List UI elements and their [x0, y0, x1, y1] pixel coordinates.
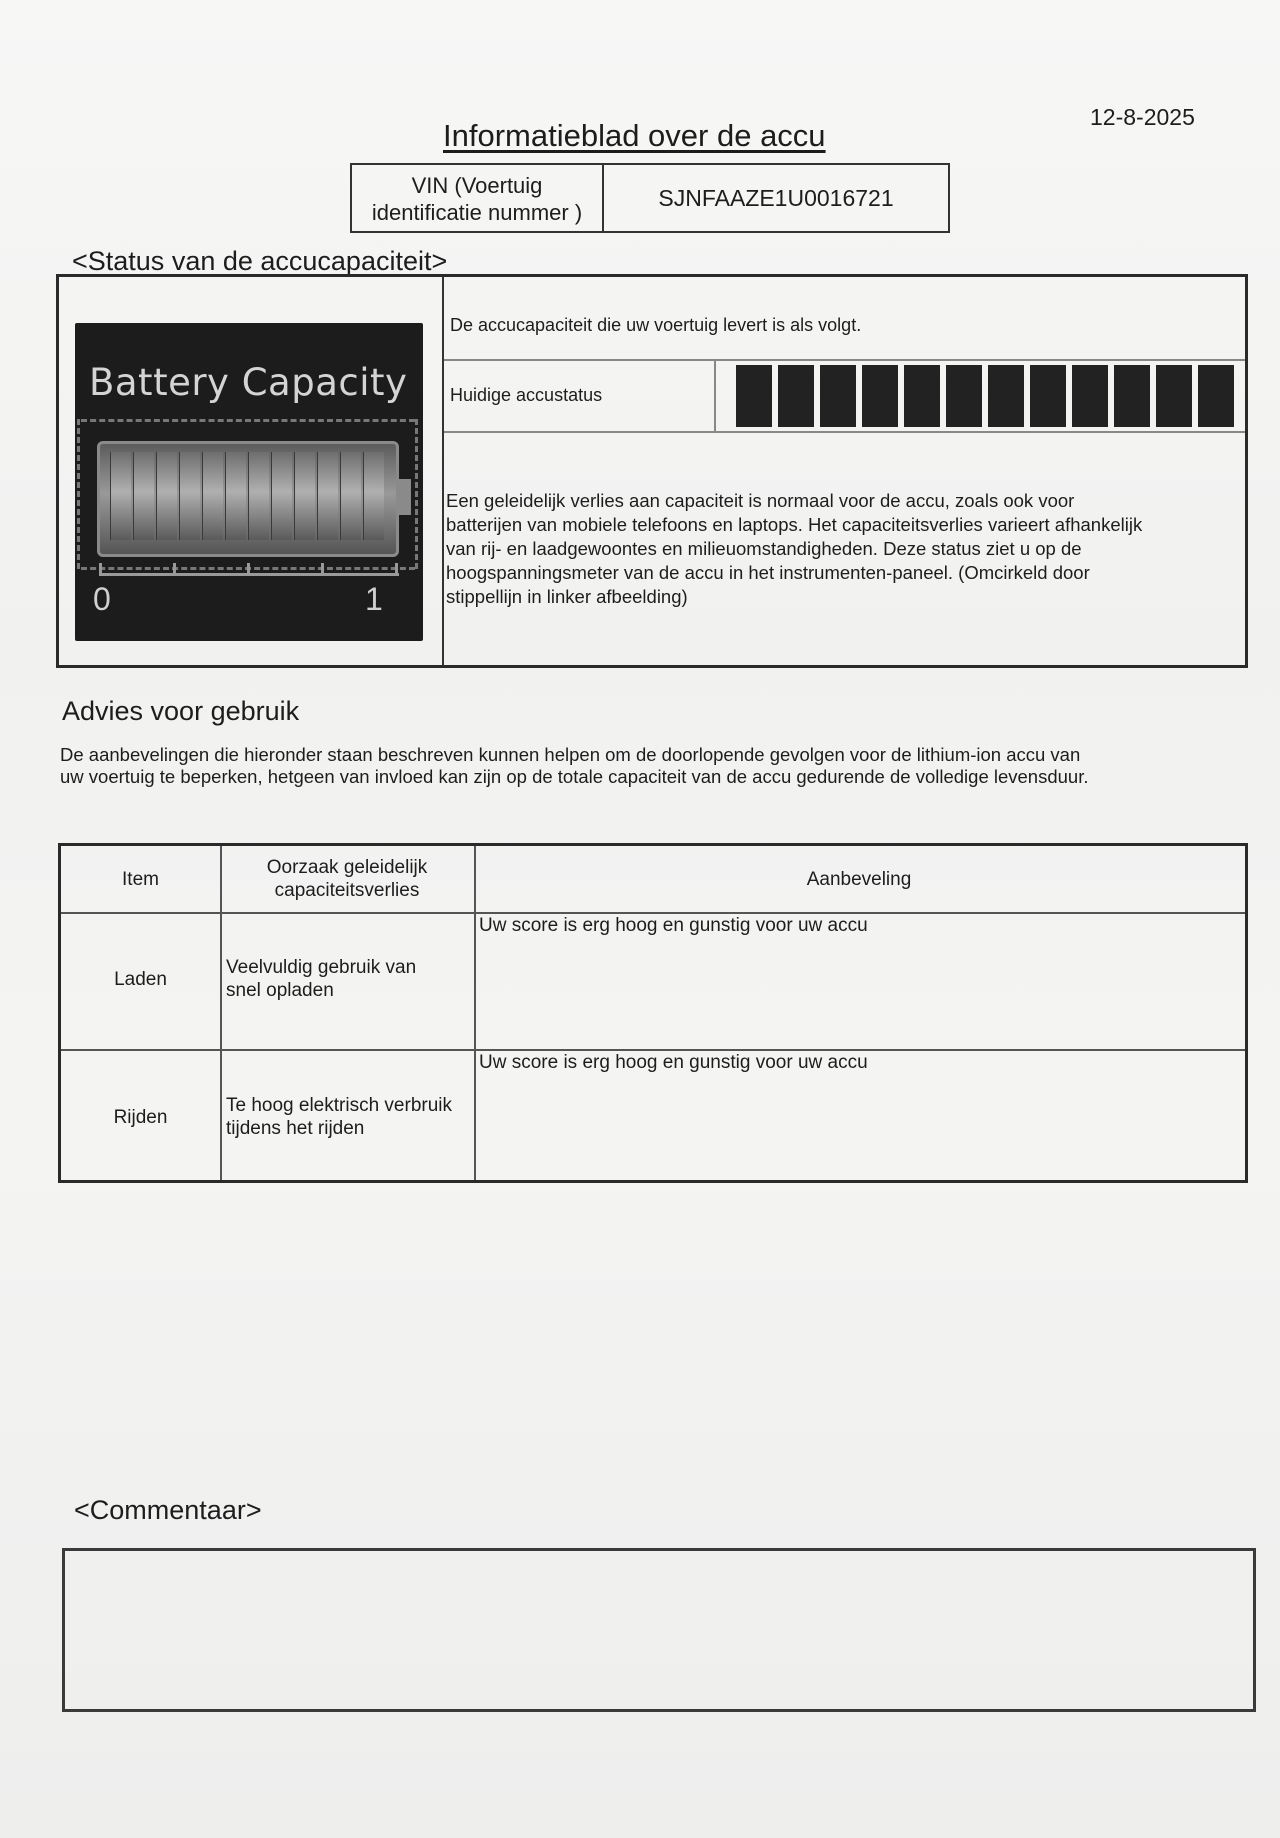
status-description-line: stippellijn in linker afbeelding) — [446, 586, 688, 607]
battery-capacity-title: Battery Capacity — [89, 361, 408, 404]
advice-text-line: De aanbevelingen die hieronder staan beschreven kunnen helpen om de doorlopende gevolgen voor de lithium-ion accu van — [60, 744, 1081, 765]
status-info-panel — [442, 277, 1245, 665]
table-row-cause-line: snel opladen — [226, 980, 334, 1001]
battery-cell-segment — [248, 452, 269, 540]
current-status-label: Huidige accustatus — [450, 385, 603, 405]
vin-label — [352, 165, 604, 231]
battery-cell-segment — [110, 452, 131, 540]
status-description-line: van rij- en laadgewoontes en milieuomstandigheden. Deze status ziet u op de — [446, 538, 1082, 559]
advice-text-line: uw voertuig te beperken, hetgeen van invloed kan zijn op de totale capaciteit van de accu gedurende de volledige levensduur. — [60, 766, 1089, 787]
current-status-row — [444, 361, 1245, 433]
battery-cell-segment — [271, 452, 292, 540]
status-bar-segment — [1114, 365, 1150, 427]
table-header-cause-line: Oorzaak geleidelijk — [266, 857, 428, 878]
battery-cell-segment — [294, 452, 315, 540]
status-bar-segment — [820, 365, 856, 427]
status-intro: De accucapaciteit die uw voertuig levert is als volgt. — [444, 277, 1245, 361]
status-bar-segment — [946, 365, 982, 427]
comment-box — [62, 1548, 1256, 1712]
vin-label-line2: identificatie nummer ) — [371, 200, 583, 225]
current-status-divider — [714, 361, 716, 431]
gauge-scale-tick — [247, 563, 250, 575]
document-title: Informatieblad over de accu — [443, 118, 826, 153]
current-status-bars — [736, 365, 1234, 425]
gauge-dashed-left — [77, 419, 80, 569]
table-row-cause — [226, 1094, 452, 1140]
status-bar-segment — [1030, 365, 1066, 427]
status-bar-segment — [1198, 365, 1234, 427]
status-section — [56, 274, 1248, 668]
status-description-line: hoogspanningsmeter van de accu in het instrumenten-paneel. (Omcirkeld door — [446, 562, 1090, 583]
gauge-dashed-right — [415, 419, 418, 569]
status-bar-segment — [778, 365, 814, 427]
status-bar-segment — [1072, 365, 1108, 427]
table-col-divider — [474, 846, 476, 1180]
battery-cell-segment — [340, 452, 361, 540]
battery-cell-segment — [133, 452, 154, 540]
gauge-dashed-top — [81, 419, 415, 422]
vin-table — [350, 163, 950, 233]
table-row-cause-line: tijdens het rijden — [226, 1118, 365, 1139]
battery-cell-segment — [225, 452, 246, 540]
gauge-scale-tick — [321, 563, 324, 575]
status-heading: <Status van de accucapaciteit> — [72, 246, 448, 276]
table-row-cause-line: Veelvuldig gebruik van — [226, 957, 417, 978]
table-header-cause — [220, 856, 474, 902]
battery-cell-segment — [156, 452, 177, 540]
battery-capacity-gauge-image — [75, 323, 423, 641]
status-bar-segment — [1156, 365, 1192, 427]
status-description-line: Een geleidelijk verlies aan capaciteit is normaal voor de accu, zoals ook voor — [446, 490, 1075, 511]
status-bar-segment — [904, 365, 940, 427]
table-header-recommendation: Aanbeveling — [806, 869, 912, 890]
battery-cell-segment — [202, 452, 223, 540]
battery-cell-icon — [97, 441, 399, 557]
table-header-item: Item — [122, 869, 159, 890]
vin-label-line1: VIN (Voertuig — [411, 173, 543, 198]
document-date: 12-8-2025 — [1090, 104, 1195, 130]
battery-cell-segment — [363, 452, 384, 540]
advice-heading: Advies voor gebruik — [62, 696, 300, 726]
gauge-scale-tick — [395, 563, 398, 575]
battery-cell-segment — [179, 452, 200, 540]
gauge-scale-tick — [173, 563, 176, 575]
gauge-scale-tick — [99, 563, 102, 575]
table-row-item: Rijden — [113, 1107, 168, 1128]
table-row-recommendation: Uw score is erg hoog en gunstig voor uw accu — [479, 915, 868, 936]
status-description-line: batterijen van mobiele telefoons en laptops. Het capaciteitsverlies varieert afhankelijk — [446, 514, 1143, 535]
gauge-scale-max: 1 — [365, 581, 383, 617]
vin-value: SJNFAAZE1U0016721 — [658, 184, 894, 211]
status-bar-segment — [862, 365, 898, 427]
status-description — [446, 489, 1246, 609]
advice-text — [60, 744, 1220, 788]
table-row-cause-line: Te hoog elektrisch verbruik — [226, 1095, 452, 1116]
battery-cell-segment — [317, 452, 338, 540]
table-row-recommendation: Uw score is erg hoog en gunstig voor uw accu — [479, 1052, 868, 1073]
comment-heading: <Commentaar> — [74, 1495, 262, 1525]
table-header-cause-line: capaciteitsverlies — [274, 880, 420, 901]
gauge-scale-min: 0 — [93, 581, 111, 617]
status-bar-segment — [988, 365, 1024, 427]
battery-cell-terminal — [397, 479, 411, 515]
table-row-cause — [226, 956, 416, 1002]
table-row-item: Laden — [114, 969, 167, 990]
status-bar-segment — [736, 365, 772, 427]
advice-table — [58, 843, 1248, 1183]
